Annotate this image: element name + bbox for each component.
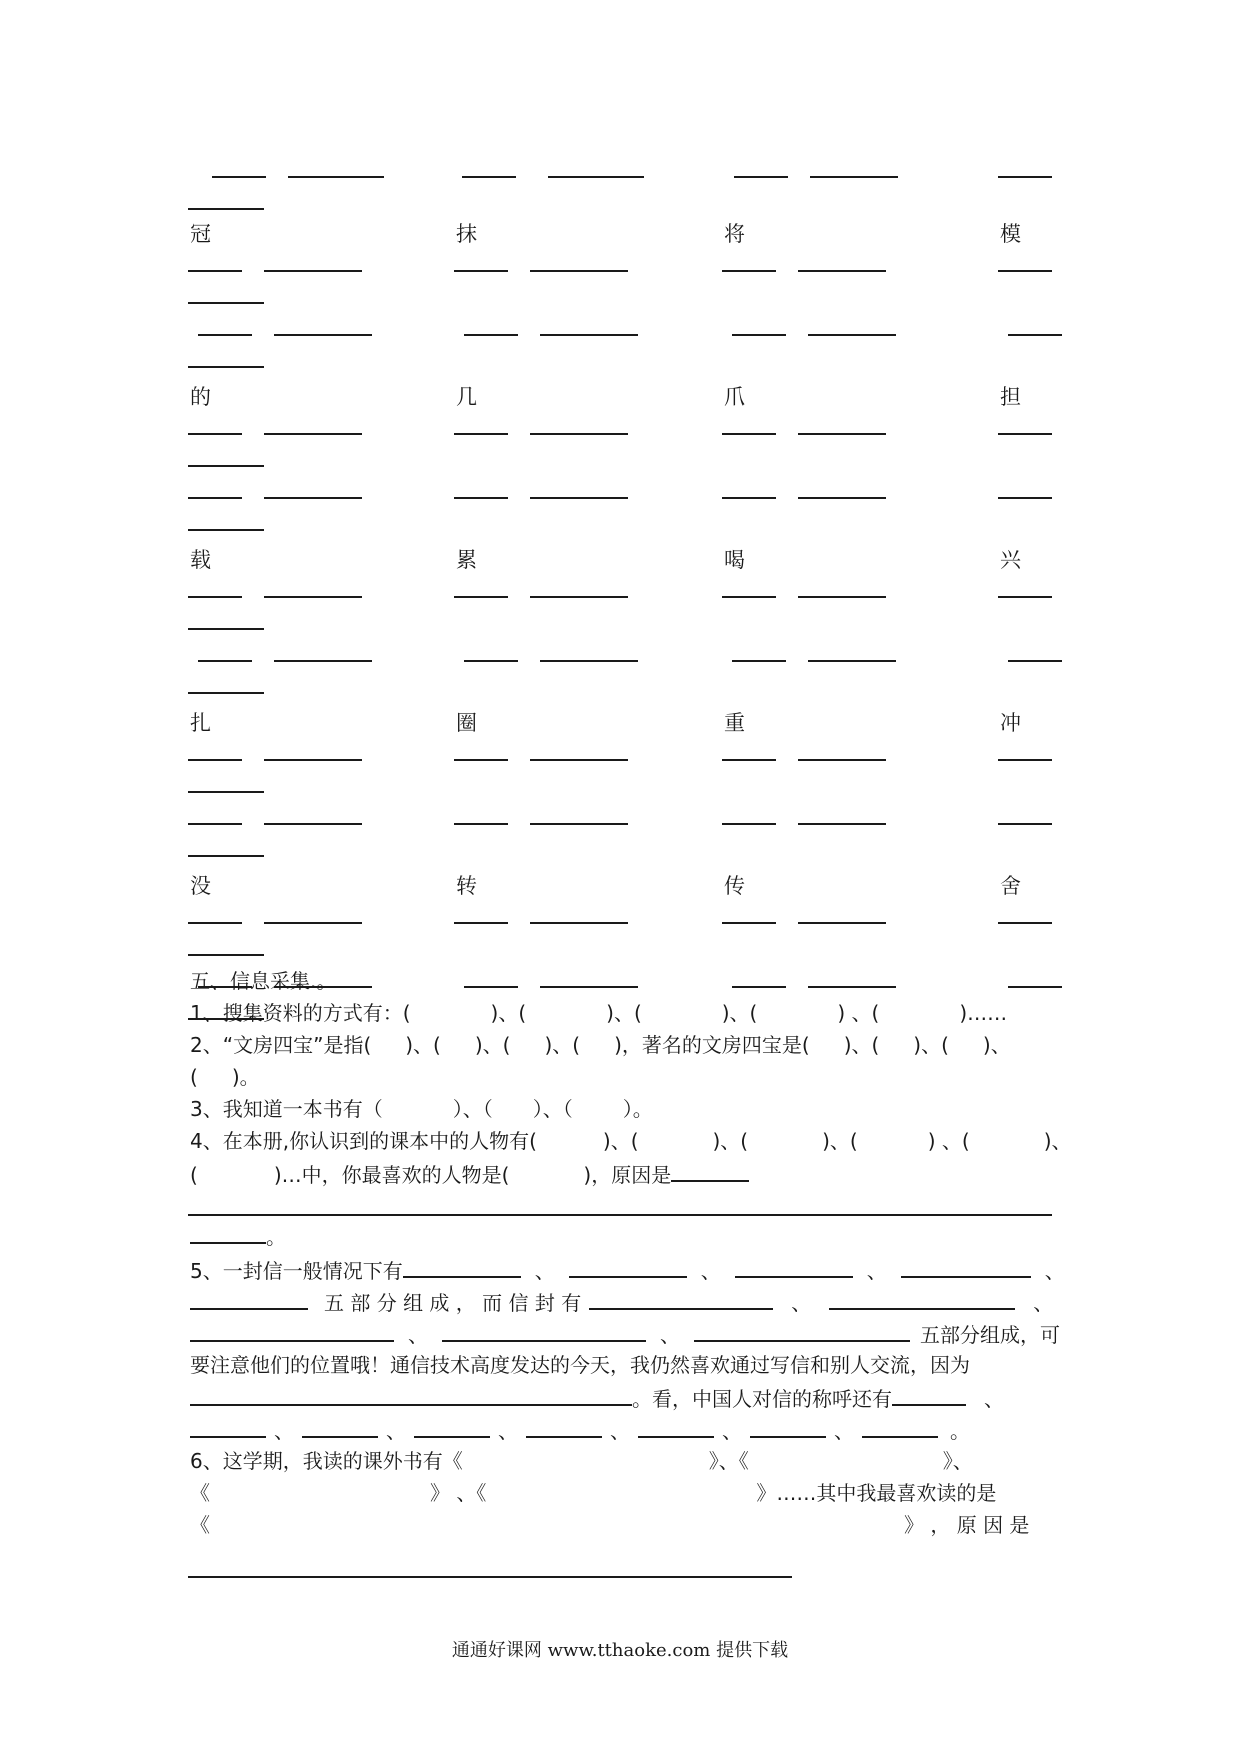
- blank[interactable]: [188, 759, 242, 761]
- blank[interactable]: [735, 1256, 853, 1278]
- blank[interactable]: [998, 922, 1052, 924]
- blank[interactable]: [198, 334, 252, 336]
- blank[interactable]: [190, 1222, 266, 1244]
- blank[interactable]: [810, 176, 898, 178]
- blank[interactable]: [190, 1416, 266, 1438]
- blank[interactable]: [464, 660, 518, 662]
- long-answer-blank[interactable]: [188, 1214, 1052, 1216]
- blank[interactable]: [732, 660, 786, 662]
- blank[interactable]: [198, 660, 252, 662]
- blank[interactable]: [188, 823, 242, 825]
- blank[interactable]: [998, 433, 1052, 435]
- question-6-line-3: 《 》 ， 原 因 是: [190, 1513, 1030, 1537]
- blank[interactable]: [454, 823, 508, 825]
- blank[interactable]: [589, 1288, 773, 1310]
- character-label: 扎: [190, 711, 211, 735]
- question-5-line-3: 、 、 五部分组成，可: [190, 1320, 1060, 1348]
- blank[interactable]: [734, 176, 788, 178]
- blank[interactable]: [694, 1320, 910, 1342]
- blank[interactable]: [808, 334, 896, 336]
- character-label: 没: [190, 874, 211, 898]
- character-label: 喝: [724, 548, 745, 572]
- blank[interactable]: [530, 922, 628, 924]
- character-label: 转: [456, 874, 477, 898]
- blank[interactable]: [998, 270, 1052, 272]
- character-label: 冲: [1000, 711, 1021, 735]
- blank[interactable]: [1008, 986, 1062, 988]
- character-label: 兴: [1000, 548, 1021, 572]
- blank[interactable]: [722, 759, 776, 761]
- blank[interactable]: [1008, 660, 1062, 662]
- footer: 通通好课网 www.tthaoke.com 提供下载: [451, 1640, 789, 1661]
- blank[interactable]: [464, 334, 518, 336]
- blank[interactable]: [464, 986, 518, 988]
- blank[interactable]: [274, 334, 372, 336]
- question-5-line-4: 要注意他们的位置哦！通信技术高度发达的今天，我仍然喜欢通过写信和别人交流，因为: [190, 1353, 970, 1377]
- character-label: 冠: [190, 222, 211, 246]
- blank[interactable]: [454, 759, 508, 761]
- character-label: 重: [724, 711, 745, 735]
- blank[interactable]: [264, 922, 362, 924]
- blank[interactable]: [288, 176, 384, 178]
- blank[interactable]: [808, 660, 896, 662]
- character-label: 的: [190, 385, 211, 409]
- blank[interactable]: [190, 1288, 308, 1310]
- blank[interactable]: [188, 596, 242, 598]
- blank[interactable]: [540, 334, 638, 336]
- blank[interactable]: [454, 497, 508, 499]
- blank[interactable]: [264, 596, 362, 598]
- blank[interactable]: [454, 433, 508, 435]
- blank[interactable]: [188, 628, 264, 630]
- blank[interactable]: [722, 433, 776, 435]
- blank[interactable]: [569, 1256, 687, 1278]
- question-4-cont: ( )…中，你最喜欢的人物是( )，原因是: [190, 1160, 749, 1188]
- blank[interactable]: [829, 1288, 1015, 1310]
- blank[interactable]: [302, 1416, 378, 1438]
- blank[interactable]: [188, 922, 242, 924]
- question-5-line-2: 五 部 分 组 成 ， 而 信 封 有 、 、: [190, 1288, 1053, 1316]
- blank[interactable]: [442, 1320, 646, 1342]
- blank[interactable]: [750, 1416, 826, 1438]
- blank[interactable]: [798, 497, 886, 499]
- question-4-end: 。: [190, 1222, 286, 1250]
- blank[interactable]: [188, 433, 242, 435]
- blank[interactable]: [798, 596, 886, 598]
- blank[interactable]: [530, 497, 628, 499]
- blank[interactable]: [454, 922, 508, 924]
- blank[interactable]: [188, 954, 264, 956]
- blank[interactable]: [190, 1320, 394, 1342]
- blank[interactable]: [530, 270, 628, 272]
- question-5-line-5: 。看，中国人对信的称呼还有 、: [190, 1384, 1004, 1412]
- blank[interactable]: [998, 596, 1052, 598]
- question-6: 6、这学期，我读的课外书有《 》、《 》、: [190, 1449, 973, 1473]
- character-label: 载: [190, 548, 211, 572]
- blank[interactable]: [530, 759, 628, 761]
- blank[interactable]: [998, 176, 1052, 178]
- question-2-cont: ( )。: [190, 1065, 260, 1089]
- blank[interactable]: [530, 823, 628, 825]
- blank[interactable]: [188, 497, 242, 499]
- blank[interactable]: [454, 270, 508, 272]
- blank[interactable]: [638, 1416, 714, 1438]
- blank[interactable]: [188, 465, 264, 467]
- question-5: 5、一封信一般情况下有 、 、 、 、: [190, 1256, 1065, 1284]
- blank[interactable]: [798, 922, 886, 924]
- blank[interactable]: [798, 823, 886, 825]
- blank[interactable]: [462, 176, 516, 178]
- blank[interactable]: [264, 823, 362, 825]
- question-6-line-2: 《 》 、《 》……其中我最喜欢读的是: [190, 1481, 997, 1505]
- blank[interactable]: [998, 823, 1052, 825]
- question-2: 2、“文房四宝”是指( )、( )、( )、( )，著名的文房四宝是( )、( )、( )、: [190, 1033, 1011, 1057]
- character-label: 传: [724, 874, 745, 898]
- blank[interactable]: [722, 596, 776, 598]
- blank[interactable]: [722, 922, 776, 924]
- blank[interactable]: [998, 759, 1052, 761]
- section-heading: 五、信息采集.。: [190, 969, 337, 993]
- blank[interactable]: [403, 1256, 521, 1278]
- blank[interactable]: [998, 497, 1052, 499]
- blank[interactable]: [188, 208, 264, 210]
- blank[interactable]: [530, 596, 628, 598]
- question-4: 4、在本册,你认识到的课本中的人物有( )、( )、( )、( ) 、( )、: [190, 1129, 1072, 1153]
- blank[interactable]: [264, 759, 362, 761]
- blank[interactable]: [526, 1416, 602, 1438]
- blank[interactable]: [212, 176, 266, 178]
- blank[interactable]: [540, 660, 638, 662]
- character-label: 舍: [1000, 874, 1021, 898]
- blank[interactable]: [808, 986, 896, 988]
- character-label: 将: [724, 222, 745, 246]
- blank[interactable]: [722, 497, 776, 499]
- blank[interactable]: [548, 176, 644, 178]
- blank[interactable]: [188, 791, 264, 793]
- blank[interactable]: [264, 433, 362, 435]
- character-label: 模: [1000, 222, 1021, 246]
- blank[interactable]: [798, 759, 886, 761]
- blank[interactable]: [188, 855, 264, 857]
- blank[interactable]: [414, 1416, 490, 1438]
- character-label: 几: [456, 385, 477, 409]
- question-5-line-6: 、 、 、 、 、 、 。: [190, 1416, 970, 1444]
- character-label: 圈: [456, 711, 477, 735]
- blank[interactable]: [892, 1384, 966, 1406]
- blank[interactable]: [188, 302, 264, 304]
- blank[interactable]: [862, 1416, 938, 1438]
- character-label: 爪: [724, 385, 745, 409]
- blank[interactable]: [798, 270, 886, 272]
- blank[interactable]: [722, 823, 776, 825]
- character-label: 担: [1000, 385, 1021, 409]
- blank[interactable]: [188, 366, 264, 368]
- blank[interactable]: [671, 1160, 749, 1182]
- blank[interactable]: [454, 596, 508, 598]
- reason-answer-blank[interactable]: [188, 1576, 792, 1578]
- character-label: 累: [456, 548, 477, 572]
- question-3: 3、我知道一本书有（ ）、（ ）、（ ）。: [190, 1097, 653, 1121]
- blank[interactable]: [1008, 334, 1062, 336]
- blank[interactable]: [901, 1256, 1031, 1278]
- blank[interactable]: [264, 497, 362, 499]
- question-1: 1、搜集资料的方式有：( )、( )、( )、( ) 、( )……: [190, 1001, 1008, 1025]
- blank[interactable]: [540, 986, 638, 988]
- blank[interactable]: [798, 433, 886, 435]
- character-label: 抹: [456, 222, 477, 246]
- blank[interactable]: [188, 692, 264, 694]
- blank[interactable]: [530, 433, 628, 435]
- blank[interactable]: [732, 986, 786, 988]
- blank[interactable]: [188, 270, 242, 272]
- blank[interactable]: [188, 529, 264, 531]
- blank[interactable]: [732, 334, 786, 336]
- blank[interactable]: [190, 1384, 632, 1406]
- blank[interactable]: [274, 660, 372, 662]
- blank[interactable]: [722, 270, 776, 272]
- blank[interactable]: [264, 270, 362, 272]
